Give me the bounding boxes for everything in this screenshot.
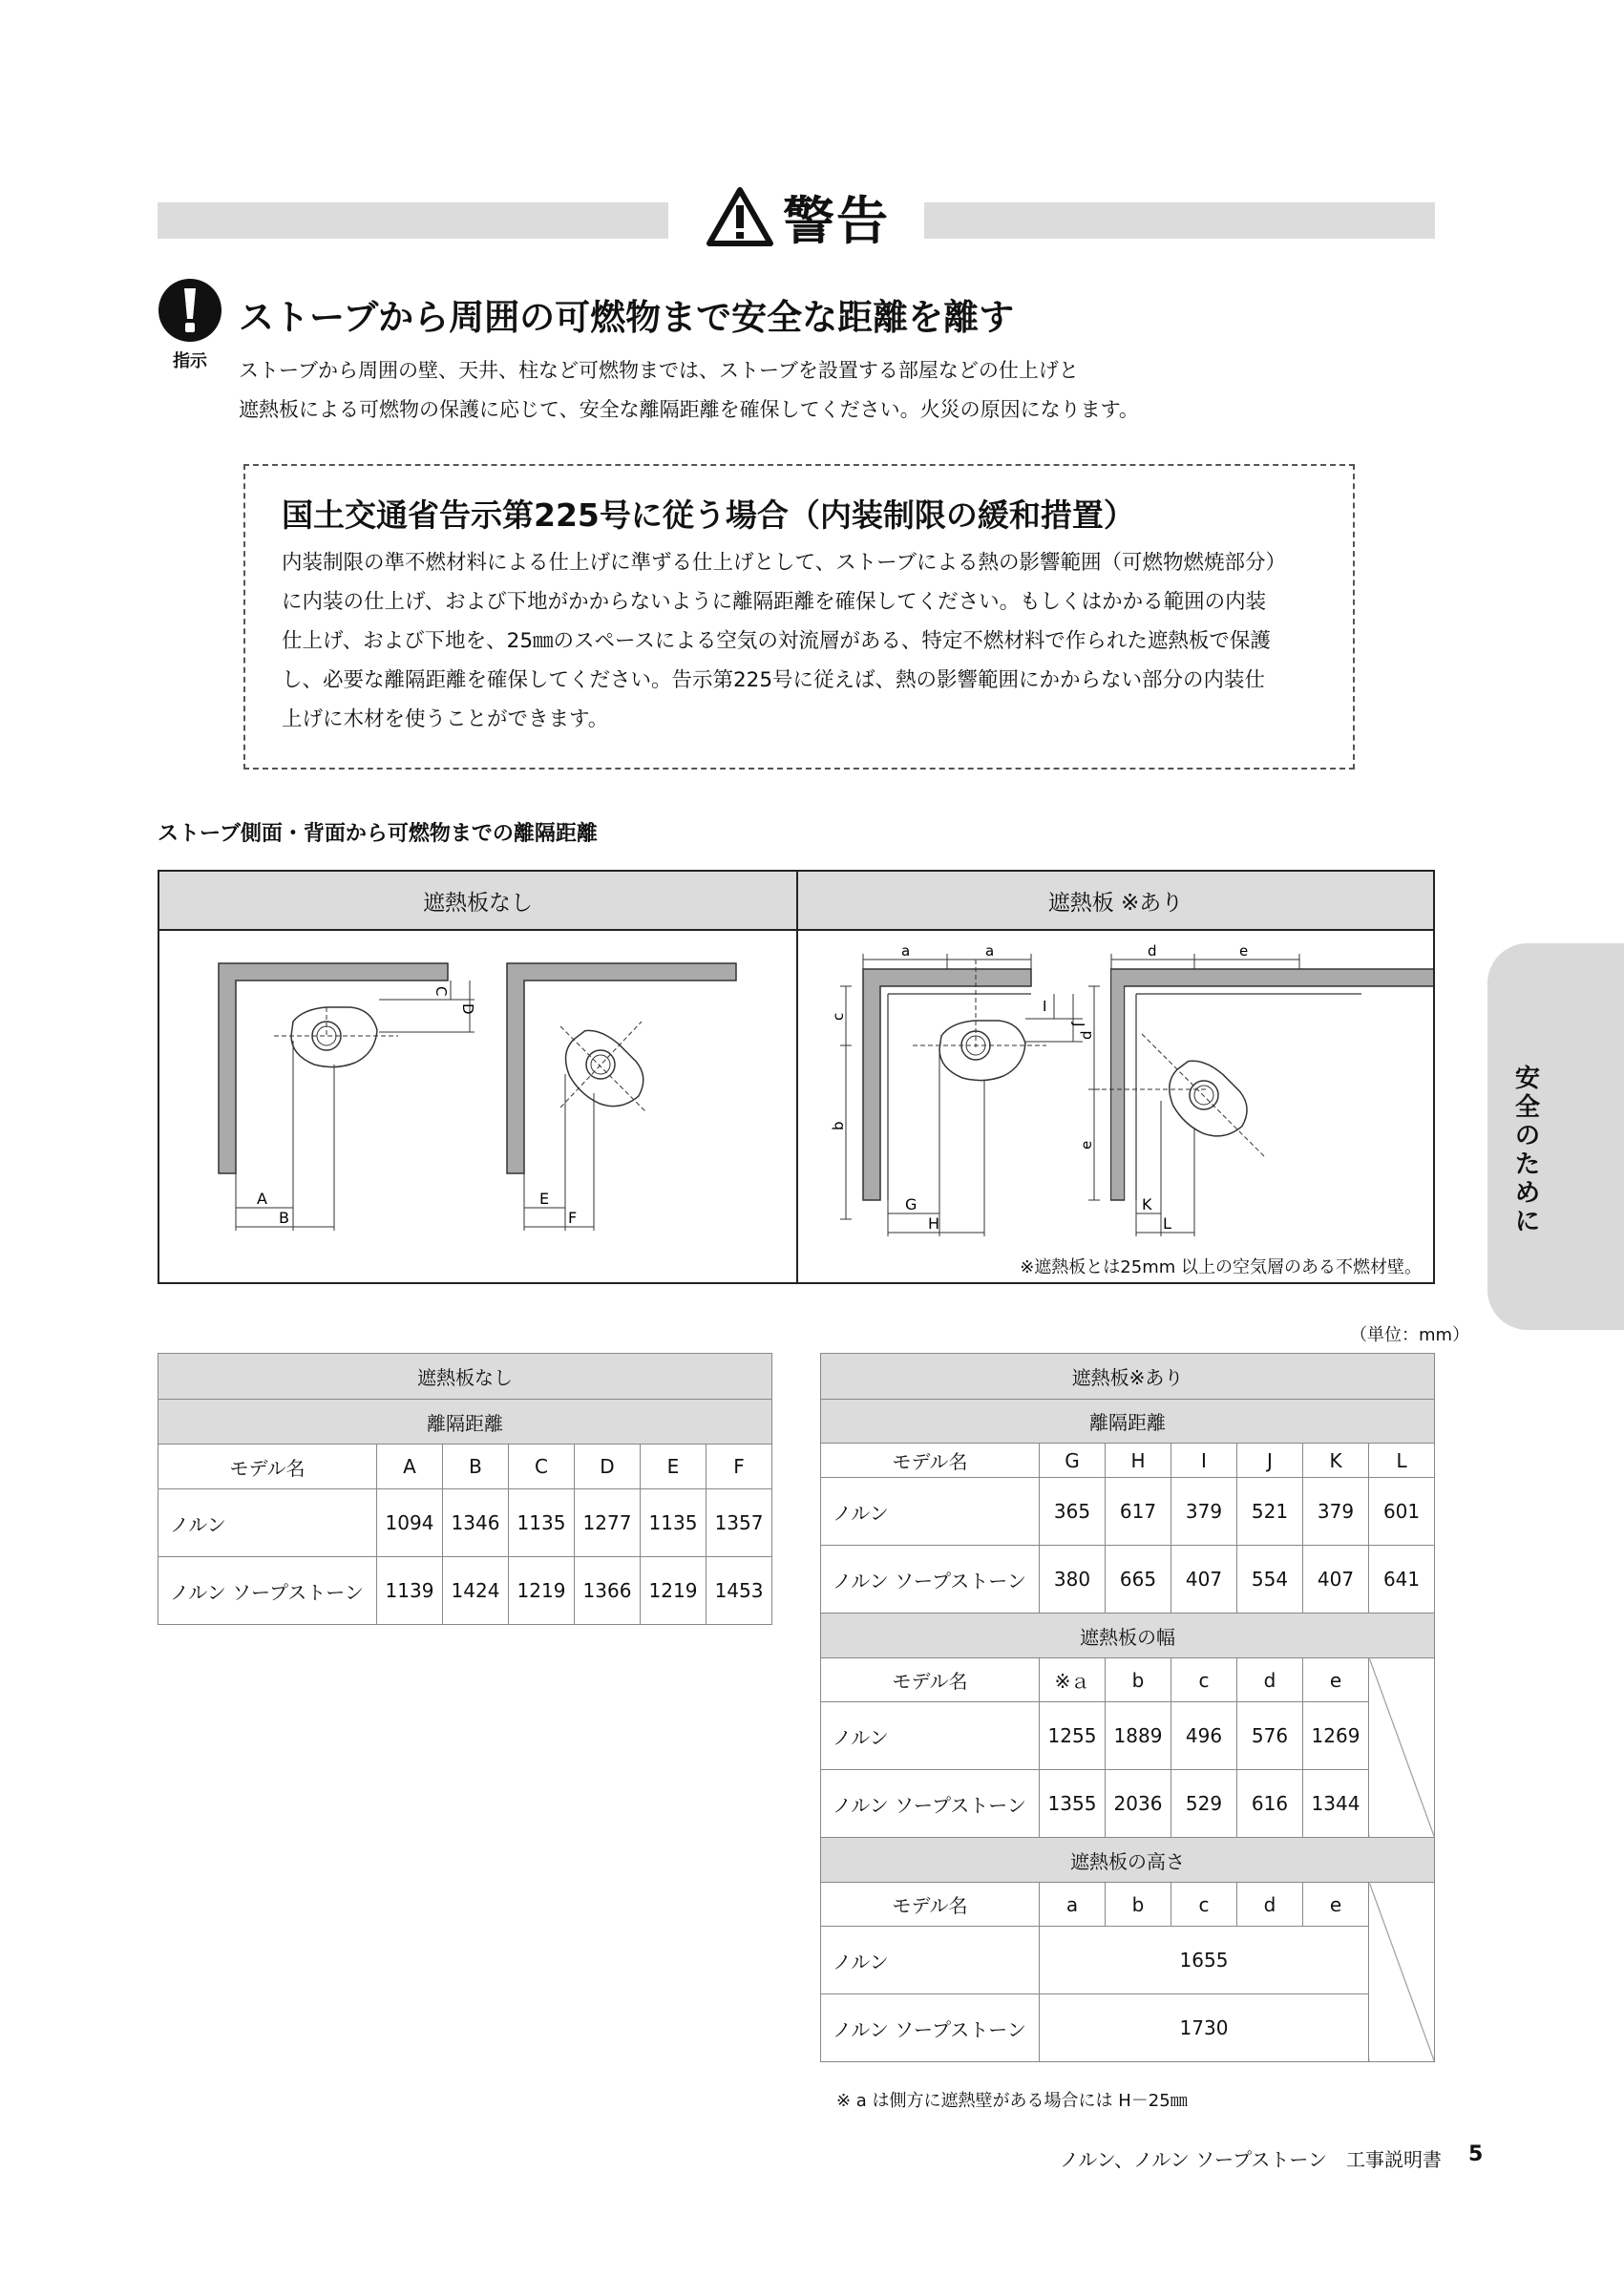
notice-heading: 国土交通省告示第225号に従う場合（内装制限の緩和措置）: [282, 496, 1135, 534]
footer-title: ノルン、ノルン ソープストーン 工事説明書: [1060, 2148, 1442, 2171]
cell: 1344: [1303, 1770, 1369, 1838]
table-subtitle: 離隔距離: [821, 1400, 1435, 1444]
cell: 1730: [1040, 1994, 1369, 2062]
notice-line: 上げに木材を使うことができます。: [282, 707, 609, 731]
dim-label-i: I: [1043, 998, 1047, 1015]
table-footnote: ※ a は側方に遮熱壁がある場合には H－25㎜: [836, 2091, 1188, 2111]
cell: 496: [1171, 1702, 1237, 1770]
cell: 365: [1040, 1478, 1106, 1546]
notice-text: [282, 543, 1286, 739]
model-name: ノルン: [158, 1489, 377, 1557]
table-no-shield: [158, 1353, 772, 1625]
cell: 407: [1303, 1546, 1369, 1614]
warning-heading: [707, 183, 890, 250]
column-header: J: [1237, 1444, 1303, 1478]
cell: 1139: [377, 1557, 443, 1625]
table-row: [821, 1546, 1435, 1614]
column-header: b: [1106, 1658, 1171, 1702]
instruction-label: 指示: [173, 351, 207, 371]
column-header: C: [509, 1445, 575, 1489]
warning-bar-left: [158, 202, 668, 239]
column-header: A: [377, 1445, 443, 1489]
dim-label-k: K: [1142, 1195, 1152, 1213]
cell: 1219: [641, 1557, 707, 1625]
table-title: 遮熱板※あり: [821, 1354, 1435, 1400]
table-subtitle: 離隔距離: [158, 1400, 772, 1445]
table-title: 遮熱板なし: [158, 1354, 772, 1400]
warning-bar-right: [924, 202, 1435, 239]
exclamation-icon: [158, 279, 221, 342]
table-with-shield: [820, 1353, 1435, 2062]
cell: 601: [1369, 1478, 1435, 1546]
dim-label-a: A: [257, 1190, 267, 1208]
cell: 617: [1106, 1478, 1171, 1546]
dim-label-d: D: [459, 1003, 476, 1015]
page-number: 5: [1468, 2142, 1484, 2166]
column-header: G: [1040, 1444, 1106, 1478]
table-row: [821, 1770, 1435, 1838]
column-header: I: [1171, 1444, 1237, 1478]
warning-title: 警告: [783, 190, 890, 251]
column-header: e: [1303, 1883, 1369, 1927]
cell: 529: [1171, 1770, 1237, 1838]
empty-diagonal-cell: [1369, 1883, 1435, 2062]
shield-definition-note: ※遮熱板とは25mm 以上の空気層のある不燃材壁。: [1020, 1257, 1422, 1277]
column-header: モデル名: [158, 1445, 377, 1489]
table-row: [821, 1702, 1435, 1770]
cell: 407: [1171, 1546, 1237, 1614]
column-header: モデル名: [821, 1883, 1040, 1927]
column-header: a: [1040, 1883, 1106, 1927]
dim-label-d-top: d: [1148, 942, 1157, 960]
instruction-text-line-1: ストーブから周囲の壁、天井、柱など可燃物までは、ストーブを設置する部屋などの仕上げと: [239, 359, 1079, 382]
notice-line: に内装の仕上げ、および下地がかからないように離隔距離を確保してください。もしくはかかる範囲の内装: [282, 590, 1267, 614]
column-header: d: [1237, 1883, 1303, 1927]
cell: 521: [1237, 1478, 1303, 1546]
cell: 1355: [1040, 1770, 1106, 1838]
cell: 665: [1106, 1546, 1171, 1614]
column-header: B: [443, 1445, 509, 1489]
notice-line: 仕上げ、および下地を、25㎜のスペースによる空気の対流層がある、特定不燃材料で作られた遮熱板で保護: [282, 629, 1271, 653]
cell: 1255: [1040, 1702, 1106, 1770]
warning-triangle-icon: [707, 186, 773, 247]
table-row: [158, 1489, 772, 1557]
notice-line: し、必要な離隔距離を確保してください。告示第225号に従えば、熱の影響範囲にかからない部分の内装仕: [282, 668, 1266, 692]
dim-label-b: B: [279, 1209, 289, 1227]
model-name: ノルン: [821, 1478, 1040, 1546]
table-row: [821, 1994, 1435, 2062]
model-name: ノルン ソープストーン: [158, 1557, 377, 1625]
column-header: モデル名: [821, 1444, 1040, 1478]
dim-label-d-side: d: [1078, 1030, 1095, 1040]
cell: 1424: [443, 1557, 509, 1625]
table-row: [821, 1927, 1435, 1994]
column-header: H: [1106, 1444, 1171, 1478]
column-header: e: [1303, 1658, 1369, 1702]
cell: 1094: [377, 1489, 443, 1557]
cell: 576: [1237, 1702, 1303, 1770]
column-header: d: [1237, 1658, 1303, 1702]
dim-label-g: G: [905, 1195, 917, 1213]
instruction-heading: ストーブから周囲の可燃物まで安全な距離を離す: [239, 297, 1015, 338]
cell: 1135: [509, 1489, 575, 1557]
column-header: b: [1106, 1883, 1171, 1927]
column-header: c: [1171, 1883, 1237, 1927]
cell: 1346: [443, 1489, 509, 1557]
diagram-no-shield: [159, 931, 796, 1282]
cell: 1453: [707, 1557, 772, 1625]
cell: 1655: [1040, 1927, 1369, 1994]
diagram-with-shield: [798, 931, 1433, 1282]
cell: 380: [1040, 1546, 1106, 1614]
cell: 1889: [1106, 1702, 1171, 1770]
table-row: [158, 1557, 772, 1625]
cell: 1277: [575, 1489, 641, 1557]
cell: 379: [1303, 1478, 1369, 1546]
column-header: c: [1171, 1658, 1237, 1702]
model-name: ノルン: [821, 1702, 1040, 1770]
dim-label-e-top: e: [1239, 942, 1249, 960]
cell: 616: [1237, 1770, 1303, 1838]
dim-label-c: C: [432, 986, 450, 997]
dim-label-l: L: [1163, 1214, 1171, 1233]
dim-label-h: H: [928, 1214, 940, 1233]
column-header: ※ａ: [1040, 1658, 1106, 1702]
diagram-header-no-shield: 遮熱板なし: [159, 872, 796, 931]
column-header: F: [707, 1445, 772, 1489]
section-heading: ストーブ側面・背面から可燃物までの離隔距離: [158, 822, 598, 846]
dim-label-c-shield: c: [830, 1012, 847, 1021]
column-header: D: [575, 1445, 641, 1489]
table-subtitle: 遮熱板の幅: [821, 1614, 1435, 1658]
diagram-header-with-shield: 遮熱板 ※あり: [798, 872, 1433, 931]
empty-diagonal-cell: [1369, 1658, 1435, 1838]
column-header: モデル名: [821, 1658, 1040, 1702]
column-header: L: [1369, 1444, 1435, 1478]
instruction-text-line-2: 遮熱板による可燃物の保護に応じて、安全な離隔距離を確保してください。火災の原因になります。: [239, 398, 1139, 421]
cell: 1366: [575, 1557, 641, 1625]
dim-label-j: J: [1070, 1023, 1087, 1027]
dim-label-b-shield: b: [830, 1121, 847, 1130]
model-name: ノルン ソープストーン: [821, 1770, 1040, 1838]
unit-note: （単位：mm）: [1350, 1325, 1470, 1345]
cell: 641: [1369, 1546, 1435, 1614]
cell: 1219: [509, 1557, 575, 1625]
cell: 2036: [1106, 1770, 1171, 1838]
dim-label-a2: a: [985, 942, 995, 960]
column-header: K: [1303, 1444, 1369, 1478]
table-subtitle: 遮熱板の高さ: [821, 1838, 1435, 1883]
notice-line: 内装制限の準不燃材料による仕上げに準ずる仕上げとして、ストーブによる熱の影響範囲（可燃物燃焼部分）: [282, 551, 1287, 575]
cell: 379: [1171, 1478, 1237, 1546]
cell: 1357: [707, 1489, 772, 1557]
clearance-diagram: [158, 870, 1435, 1284]
dim-label-a1: a: [901, 942, 911, 960]
model-name: ノルン ソープストーン: [821, 1546, 1040, 1614]
dim-label-e-side: e: [1078, 1140, 1095, 1150]
side-tab-label: 安全のために: [1514, 1065, 1540, 1236]
table-row: [821, 1478, 1435, 1546]
dim-label-e: E: [539, 1190, 550, 1208]
dim-label-f: F: [568, 1209, 578, 1227]
model-name: ノルン: [821, 1927, 1040, 1994]
model-name: ノルン ソープストーン: [821, 1994, 1040, 2062]
cell: 1269: [1303, 1702, 1369, 1770]
column-header: E: [641, 1445, 707, 1489]
cell: 1135: [641, 1489, 707, 1557]
cell: 554: [1237, 1546, 1303, 1614]
